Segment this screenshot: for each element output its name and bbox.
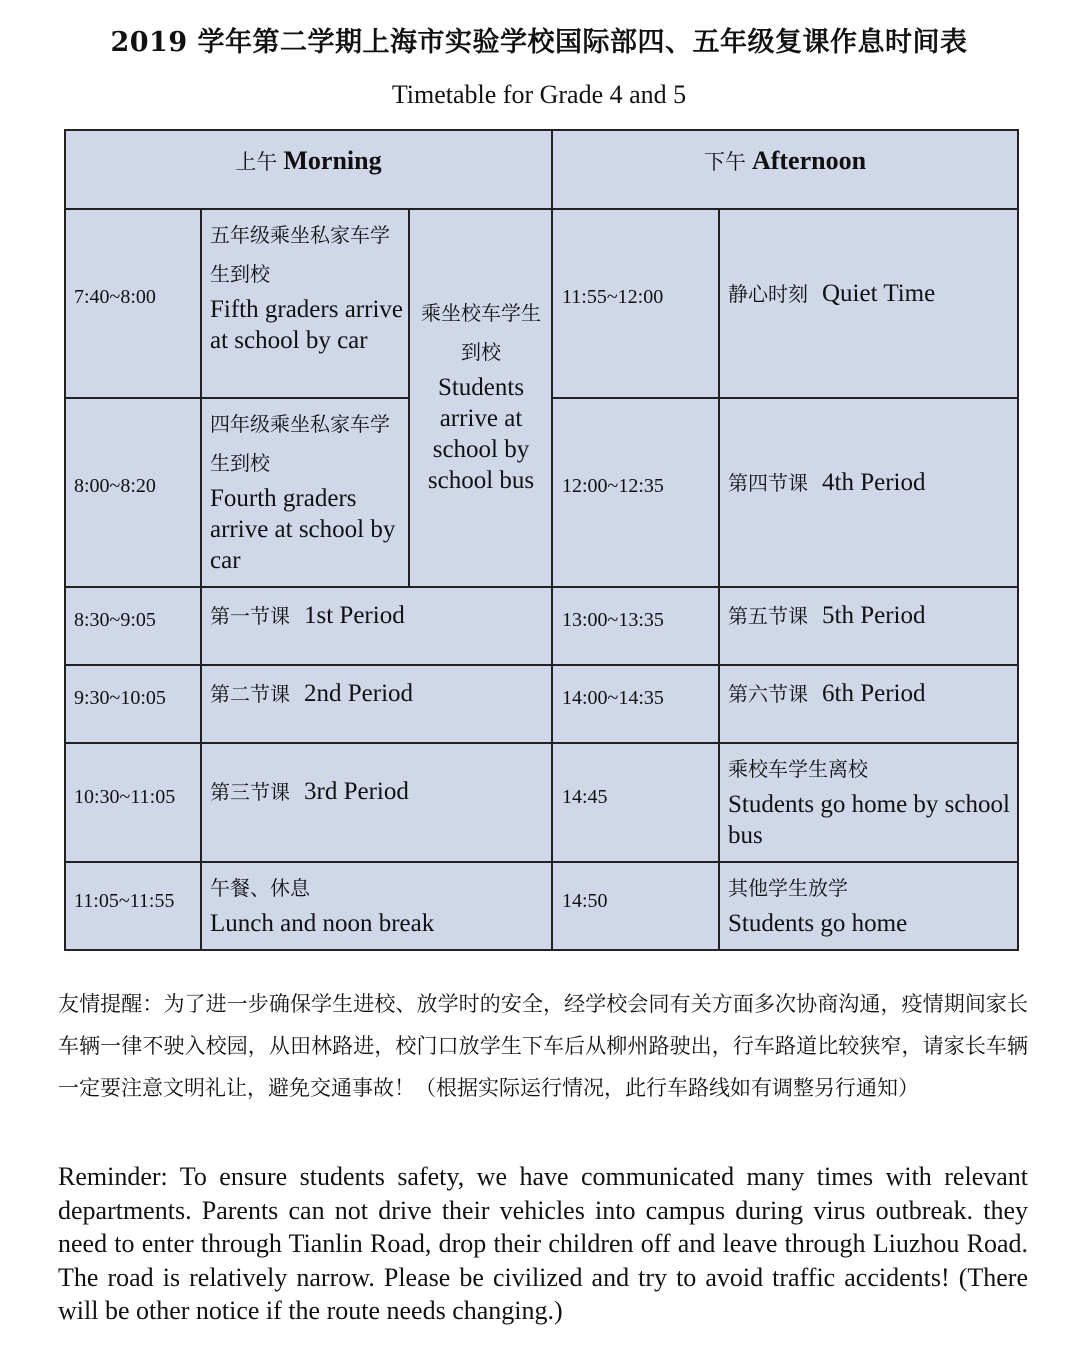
activity-cn: 四年级乘坐私家车学生到校 [210, 412, 390, 475]
afternoon-time: 14:00~14:35 [562, 687, 664, 709]
document-subtitle: Timetable for Grade 4 and 5 [391, 80, 687, 109]
activity-cn: 第一节课 [210, 604, 290, 628]
grid-line [408, 208, 410, 586]
morning-time: 8:00~8:20 [74, 475, 156, 497]
afternoon-header-cn: 下午 [703, 150, 746, 174]
grid-line [66, 586, 1017, 588]
activity-en: 5th Period [822, 602, 926, 629]
activity-cn: 乘坐校车学生到校 [421, 301, 541, 364]
afternoon-time: 14:50 [562, 890, 608, 912]
activity-en: 1st Period [304, 602, 405, 629]
grid-line [200, 208, 202, 949]
morning-header-cn: 上午 [235, 150, 278, 174]
activity-en: Students go home by school bus [728, 791, 1010, 849]
morning-time: 11:05~11:55 [74, 890, 175, 912]
activity-en: Students arrive at school by school bus [427, 374, 535, 494]
morning-header [66, 143, 551, 182]
grid-line [66, 208, 1017, 210]
timetable [64, 129, 1019, 951]
morning-activity [210, 405, 406, 576]
activity-en: 2nd Period [304, 680, 414, 707]
afternoon-activity [728, 869, 1013, 939]
grid-line [66, 664, 1017, 666]
morning-time: 7:40~8:00 [74, 286, 156, 308]
activity-cn: 第六节课 [728, 682, 808, 706]
school-bus-arrival [418, 294, 544, 496]
activity-cn: 乘校车学生离校 [728, 757, 868, 781]
afternoon-time: 12:00~12:35 [562, 475, 664, 497]
morning-activity [210, 776, 540, 807]
activity-en: Quiet Time [822, 280, 936, 307]
activity-en: 4th Period [822, 469, 926, 496]
afternoon-time: 14:45 [562, 786, 608, 808]
afternoon-time: 11:55~12:00 [562, 286, 664, 308]
activity-en: 3rd Period [304, 778, 409, 805]
activity-en: Students go home [728, 910, 908, 937]
afternoon-header [553, 143, 1017, 182]
afternoon-time: 13:00~13:35 [562, 609, 664, 631]
morning-time: 9:30~10:05 [74, 687, 166, 709]
activity-en: 6th Period [822, 680, 926, 707]
morning-activity [210, 869, 540, 939]
afternoon-activity [728, 278, 1013, 309]
morning-time: 10:30~11:05 [74, 786, 176, 808]
activity-cn: 第五节课 [728, 604, 808, 628]
grid-line [551, 131, 553, 949]
afternoon-header-en: Afternoon [751, 146, 867, 175]
morning-time: 8:30~9:05 [74, 609, 156, 631]
activity-cn: 第四节课 [728, 471, 808, 495]
reminder-chinese: 友情提醒：为了进一步确保学生进校、放学时的安全，经学校会同有关方面多次协商沟通，疫情期间家长车辆一律不驶入校园，从田林路进，校门口放学生下车后从柳州路驶出，行车路道比较狭窄，请家长车辆一定要注意文明礼让，避免交通事故！（根据实际运行情况，此行车路线如有调整另行通知） [58, 992, 1028, 1100]
activity-en: Lunch and noon break [210, 910, 435, 937]
afternoon-activity [728, 467, 1013, 498]
grid-line [66, 742, 1017, 744]
morning-activity [210, 678, 540, 709]
activity-cn: 静心时刻 [728, 282, 808, 306]
document-title: 2019 学年第二学期上海市实验学校国际部四、五年级复课作息时间表 [110, 27, 968, 58]
afternoon-activity [728, 678, 1013, 709]
activity-cn: 五年级乘坐私家车学生到校 [210, 223, 390, 286]
grid-line [66, 397, 409, 399]
afternoon-activity [728, 600, 1013, 631]
afternoon-activity [728, 750, 1013, 851]
activity-en: Fourth graders arrive at school by car [210, 485, 396, 574]
morning-header-en: Morning [283, 146, 382, 175]
grid-line [552, 397, 1017, 399]
grid-line [66, 861, 1017, 863]
grid-line [718, 208, 720, 949]
activity-en: Fifth graders arrive at school by car [210, 296, 403, 354]
activity-cn: 第三节课 [210, 780, 290, 804]
activity-cn: 午餐、休息 [210, 876, 310, 900]
morning-activity [210, 216, 406, 356]
morning-activity [210, 600, 540, 631]
activity-cn: 其他学生放学 [728, 876, 848, 900]
activity-cn: 第二节课 [210, 682, 290, 706]
reminder-english: Reminder: To ensure students safety, we have communicated many times with relevant departments. Parents can not drive their vehicles into campus during virus outbreak. they need to enter through Tianlin Road, drop their children off and leave through Liuzhou Road. The road is relatively narrow. Please be civilized and try to avoid traffic accidents! (There will be other notice if the route needs changing.) [58, 1162, 1028, 1325]
